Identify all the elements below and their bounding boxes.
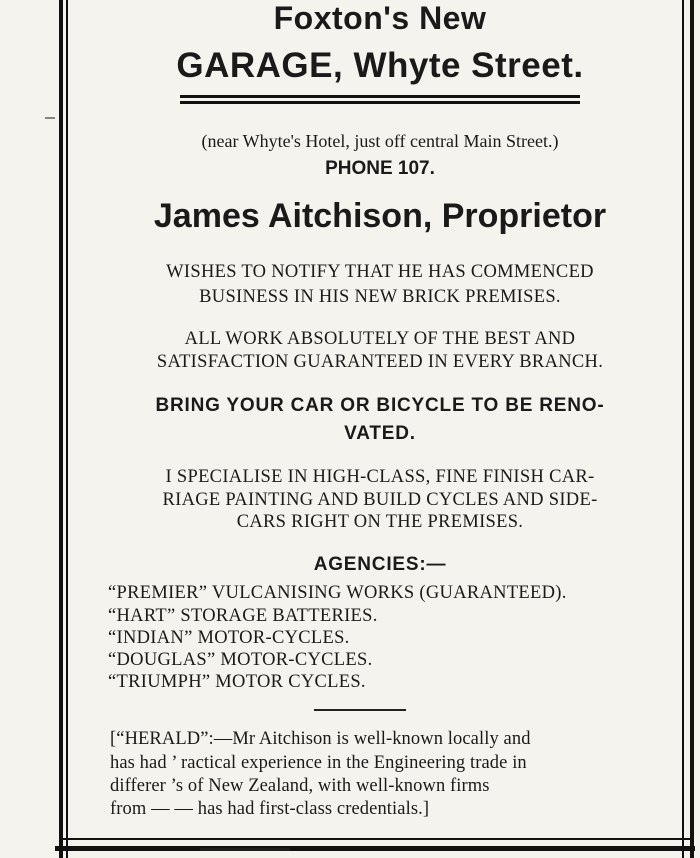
specialise-line-1: I SPECIALISE IN HIGH-CLASS, FINE FINISH CAR- [165,467,595,487]
ink-smudge [45,117,55,119]
herald-line-4: from — — has had first-class credentials.] [110,799,430,819]
agency-item-premier: “PREMIER” VULCANISING WORKS (GUARANTEED). [108,583,567,603]
left-border-inner [66,0,68,858]
bottom-border-inner [62,838,690,840]
notice-line-1: WISHES TO NOTIFY THAT HE HAS COMMENCED [166,262,594,282]
left-border-outer [59,0,63,858]
right-border-outer [690,0,694,858]
agencies-heading: AGENCIES:— [313,554,447,575]
double-rule-top [180,95,580,98]
proprietor: James Aitchison, Proprietor [153,197,607,235]
bottom-border-outer [55,846,695,851]
phone: PHONE 107. [325,158,435,179]
agency-item-triumph: “TRIUMPH” MOTOR CYCLES. [108,672,366,692]
renovate-line-2: VATED. [344,423,416,444]
specialise-line-3: CARS RIGHT ON THE PREMISES. [236,512,524,532]
address: (near Whyte's Hotel, just off central Main Street.) [201,131,559,151]
agency-item-hart: “HART” STORAGE BATTERIES. [108,606,378,626]
notice-line-2: BUSINESS IN HIS NEW BRICK PREMISES. [199,287,561,307]
herald-line-2: has had ’ ractical experience in the Engineering trade in [110,753,527,773]
ink-smudge [200,848,290,851]
agency-item-indian: “INDIAN” MOTOR-CYCLES. [108,628,350,648]
herald-line-3: differer ’s of New Zealand, with well-known firms [110,776,490,796]
section-divider [314,709,406,711]
herald-line-1: [“HERALD”:—Mr Aitchison is well-known locally and [110,729,531,749]
quality-line-1: ALL WORK ABSOLUTELY OF THE BEST AND [184,329,576,349]
renovate-line-1: BRING YOUR CAR OR BICYCLE TO BE RENO- [155,395,605,416]
heading-line-1: Foxton's New [273,0,487,36]
double-rule-bottom [180,101,580,104]
quality-line-2: SATISFACTION GUARANTEED IN EVERY BRANCH. [156,352,604,372]
specialise-line-2: RIAGE PAINTING AND BUILD CYCLES AND SIDE- [162,490,598,510]
agency-item-douglas: “DOUGLAS” MOTOR-CYCLES. [108,650,373,670]
heading-line-2: GARAGE, Whyte Street. [176,46,584,85]
